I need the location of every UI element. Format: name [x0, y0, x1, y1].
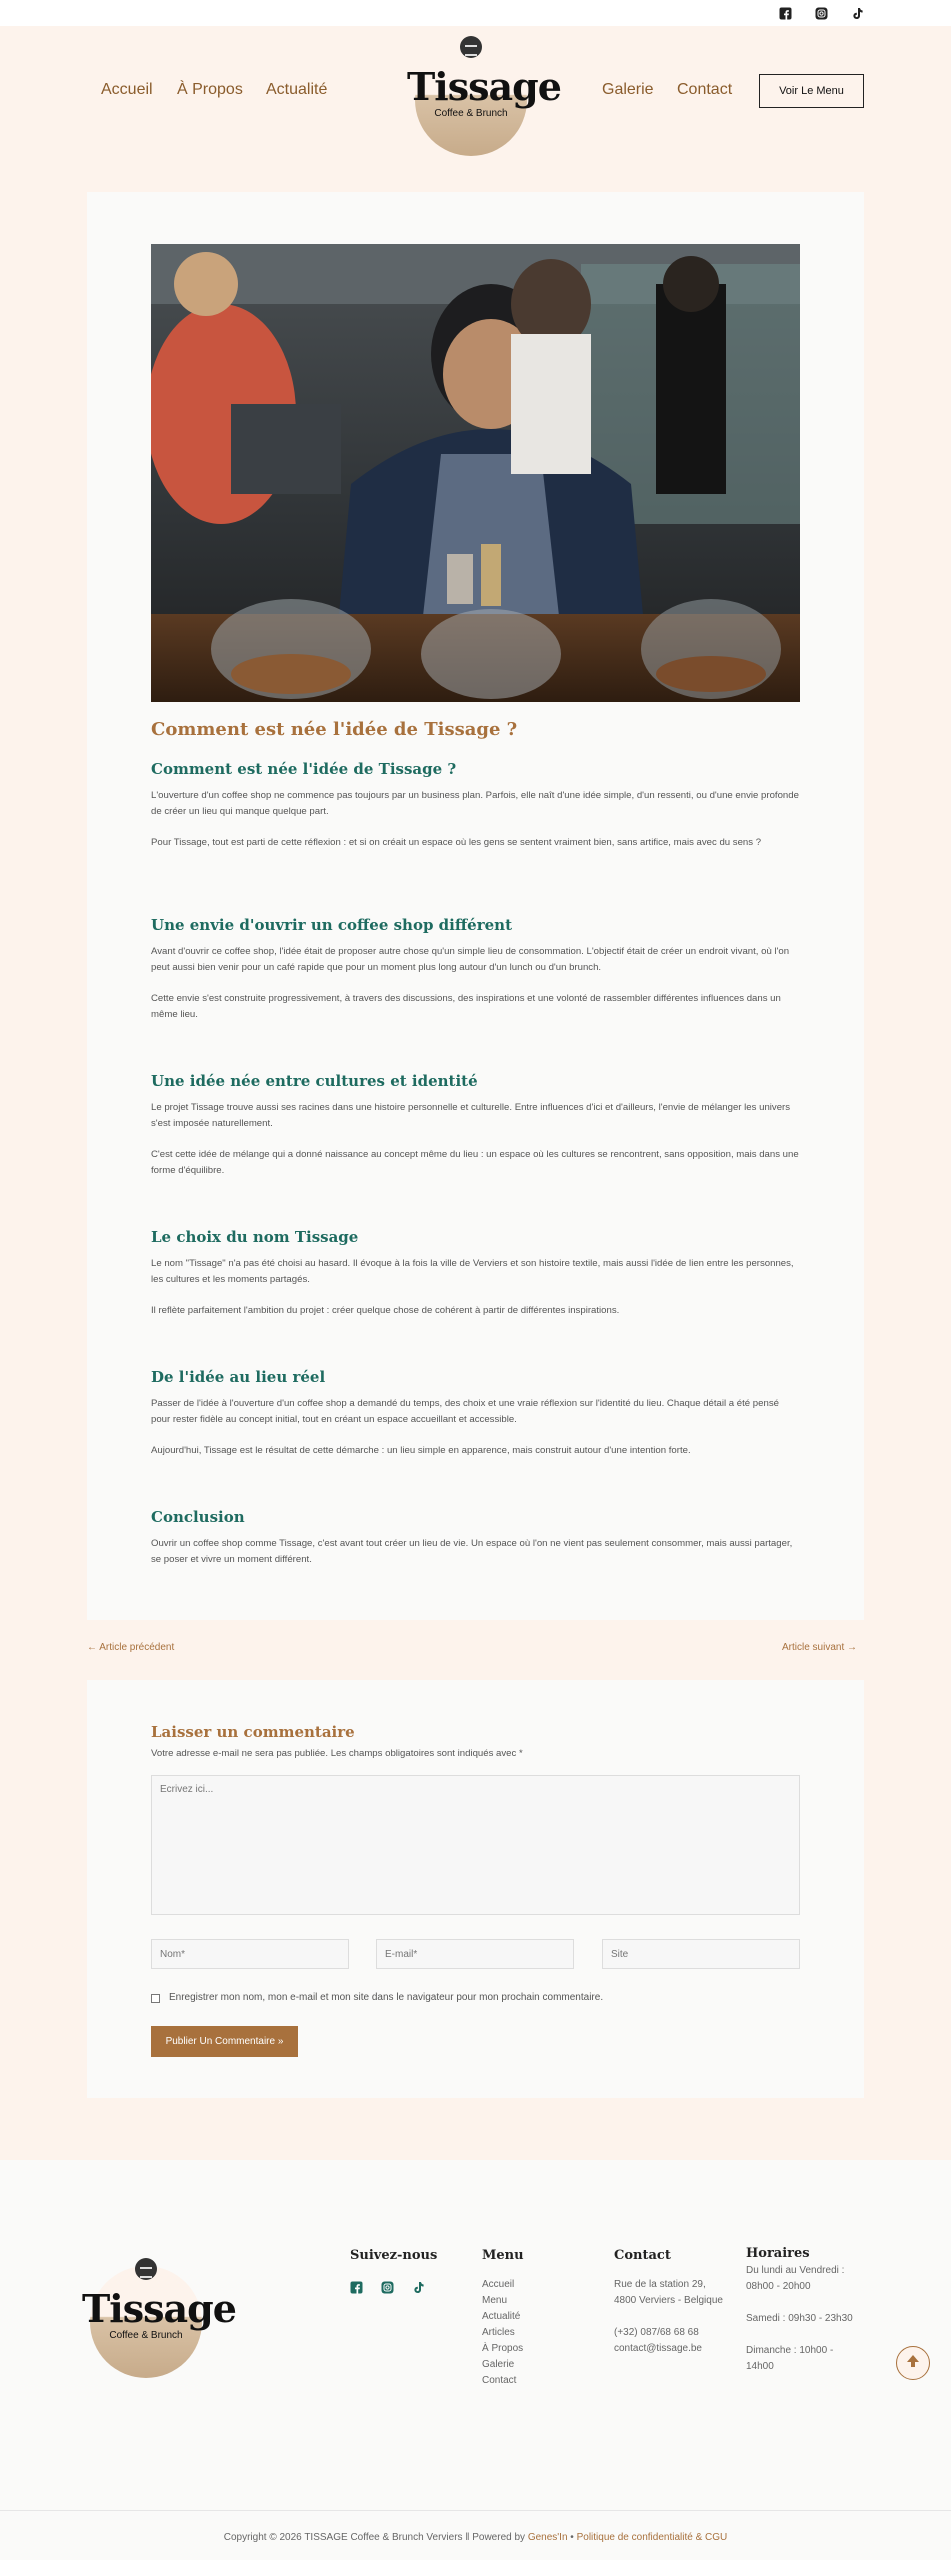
article-card: [87, 192, 864, 1620]
privacy-policy-link[interactable]: Politique de confidentialité & CGU: [576, 2532, 728, 2543]
hours-line: Samedi : 09h30 - 23h30: [746, 2313, 853, 2324]
section-paragraph: Cette envie s'est construite progressivement, à travers des discussions, des inspirations et une volonté de rassembler différentes influences dans un même lieu.: [151, 993, 781, 1020]
comment-title: Laisser un commentaire: [151, 1723, 355, 1741]
nav-contact[interactable]: Contact: [677, 81, 733, 98]
instagram-icon[interactable]: [814, 6, 828, 20]
footer-menu-title: Menu: [482, 2248, 524, 2263]
nav-a-propos[interactable]: À Propos: [177, 81, 243, 98]
email-field[interactable]: [376, 1939, 574, 1969]
scroll-to-top-button[interactable]: [896, 2346, 930, 2380]
footer-hours-title: Horaires: [746, 2246, 810, 2261]
hours-line: 14h00: [746, 2361, 774, 2372]
section-paragraph: Pour Tissage, tout est parti de cette réflexion : et si on créait un espace où les gens se sentent vraiment bien, sans artifice, mais avec du sens ?: [151, 837, 762, 848]
powered-by-link[interactable]: Genes'In: [527, 2532, 568, 2543]
logo-wordmark: Tissage: [407, 64, 561, 109]
section-heading: Une envie d'ouvrir un coffee shop différent: [151, 916, 512, 934]
article-section: [151, 1508, 800, 1583]
footer-address-line: Rue de la station 29,: [614, 2279, 706, 2290]
section-heading: Une idée née entre cultures et identité: [151, 1072, 478, 1090]
view-menu-button[interactable]: Voir Le Menu: [759, 74, 864, 108]
section-paragraph: Le projet Tissage trouve aussi ses racines dans une histoire personnelle et culturelle. Entre influences d'ici et d'ailleurs, l'envie de mélanger les univers s'est imposée naturellement.: [151, 1102, 791, 1129]
footer-hours: [746, 2246, 853, 2375]
copyright-separator: •: [567, 2532, 577, 2543]
article-section: [151, 1368, 800, 1474]
footer-menu-link[interactable]: Menu: [482, 2295, 508, 2306]
comment-note: Votre adresse e-mail ne sera pas publiée. Les champs obligatoires sont indiqués avec *: [151, 1748, 523, 1759]
arrow-up-icon: [905, 2353, 921, 2374]
article-section: [151, 1072, 800, 1194]
comment-card: [87, 1680, 864, 2098]
logo-subtitle: Coffee & Brunch: [434, 108, 508, 119]
hero-image: [151, 244, 800, 702]
instagram-icon[interactable]: [381, 2281, 394, 2299]
footer-menu-link[interactable]: Articles: [482, 2327, 515, 2338]
save-info-checkbox[interactable]: [151, 1994, 160, 2003]
section-heading: Conclusion: [151, 1508, 245, 1526]
name-field[interactable]: [151, 1939, 349, 1969]
copyright: [0, 2532, 951, 2543]
section-paragraph: Aujourd'hui, Tissage est le résultat de cette démarche : un lieu simple en apparence, mais construit autour d'une intention forte.: [151, 1445, 691, 1456]
footer-phone[interactable]: (+32) 087/68 68 68: [614, 2327, 699, 2338]
nav-galerie[interactable]: Galerie: [602, 81, 654, 98]
top-bar: [0, 0, 951, 26]
footer-follow: [350, 2248, 437, 2299]
section-heading: Le choix du nom Tissage: [151, 1228, 359, 1246]
section-paragraph: Passer de l'idée à l'ouverture d'un coffee shop a demandé du temps, des choix et une vraie réflexion sur l'identité du lieu. Chaque détail a été pensé pour rester fidèle au concept initial, tout en créant un espace accueillant et accessible.: [151, 1398, 779, 1425]
save-info-label: Enregistrer mon nom, mon e-mail et mon site dans le navigateur pour mon prochain commentaire.: [169, 1992, 604, 2003]
previous-article-link[interactable]: ← Article précédent: [87, 1642, 175, 1653]
section-paragraph: C'est cette idée de mélange qui a donné naissance au concept même du lieu : un espace où les cultures se rencontrent, sans opposition, mais dans une forme d'équilibre.: [151, 1149, 799, 1176]
article-section: [151, 760, 800, 866]
footer-menu-link[interactable]: Galerie: [482, 2359, 515, 2370]
nav-accueil[interactable]: Accueil: [101, 81, 153, 98]
section-paragraph: L'ouverture d'un coffee shop ne commence pas toujours par un business plan. Parfois, elle naît d'une idée simple, d'un ressenti, ou d'une envie profonde de créer un lieu qui manque quelque part.: [151, 790, 799, 817]
footer-address-line: 4800 Verviers - Belgique: [614, 2295, 723, 2306]
footer-menu-link[interactable]: Actualité: [482, 2311, 521, 2322]
submit-comment-button[interactable]: Publier Un Commentaire »: [151, 2026, 298, 2057]
footer-logo[interactable]: [82, 2258, 236, 2378]
footer-menu-link[interactable]: À Propos: [482, 2343, 524, 2354]
tiktok-icon[interactable]: [850, 6, 864, 20]
facebook-icon[interactable]: [778, 6, 792, 20]
footer-divider: [0, 2510, 951, 2511]
copyright-text: Copyright © 2026 TISSAGE Coffee & Brunch Verviers ‖ Powered by: [223, 2532, 528, 2543]
footer-follow-title: Suivez-nous: [350, 2248, 438, 2263]
hours-line: Du lundi au Vendredi :: [746, 2265, 845, 2276]
comment-textarea[interactable]: [151, 1775, 800, 1915]
hours-line: Dimanche : 10h00 -: [746, 2345, 834, 2356]
site-logo[interactable]: [407, 36, 561, 156]
logo-wordmark: Tissage: [82, 2286, 236, 2331]
next-article-link[interactable]: Article suivant →: [782, 1642, 858, 1653]
site-footer: [0, 2160, 951, 2560]
section-paragraph: Il reflète parfaitement l'ambition du projet : créer quelque chose de cohérent à partir de différentes inspirations.: [151, 1305, 620, 1316]
article-title: Comment est née l'idée de Tissage ?: [151, 719, 518, 740]
logo-emblem-icon: [460, 36, 482, 58]
section-heading: Comment est née l'idée de Tissage ?: [151, 760, 457, 778]
tiktok-icon[interactable]: [412, 2281, 425, 2299]
article-section: [151, 1228, 800, 1334]
footer-menu: [482, 2248, 524, 2389]
footer-email[interactable]: contact@tissage.be: [614, 2343, 702, 2354]
hours-line: 08h00 - 20h00: [746, 2281, 811, 2292]
nav-actualite[interactable]: Actualité: [266, 81, 328, 98]
footer-contact: [614, 2248, 723, 2357]
section-paragraph: Ouvrir un coffee shop comme Tissage, c'est avant tout créer un lieu de vie. Un espace où l'on ne vient pas seulement consommer, mais aussi partager, se poser et vivre un moment différent.: [151, 1538, 793, 1565]
section-heading: De l'idée au lieu réel: [151, 1368, 326, 1386]
section-paragraph: Le nom "Tissage" n'a pas été choisi au hasard. Il évoque à la fois la ville de Verviers et son histoire textile, mais aussi l'idée de lien entre les personnes, les cultures et les moments partagés.: [151, 1258, 794, 1285]
website-field[interactable]: [602, 1939, 800, 1969]
article-section: [151, 916, 800, 1038]
facebook-icon[interactable]: [350, 2281, 363, 2299]
footer-menu-link[interactable]: Contact: [482, 2375, 517, 2386]
section-paragraph: Avant d'ouvrir ce coffee shop, l'idée était de proposer autre chose qu'un simple lieu de consommation. L'objectif était de créer un endroit vivant, où l'on peut aussi bien venir pour un café rapide que pour un moment plus long autour d'un lunch ou d'un brunch.: [151, 946, 790, 973]
footer-menu-link[interactable]: Accueil: [482, 2279, 515, 2290]
footer-contact-title: Contact: [614, 2248, 671, 2263]
site-header: [0, 26, 951, 160]
logo-subtitle: Coffee & Brunch: [109, 2330, 183, 2341]
logo-emblem-icon: [135, 2258, 157, 2280]
